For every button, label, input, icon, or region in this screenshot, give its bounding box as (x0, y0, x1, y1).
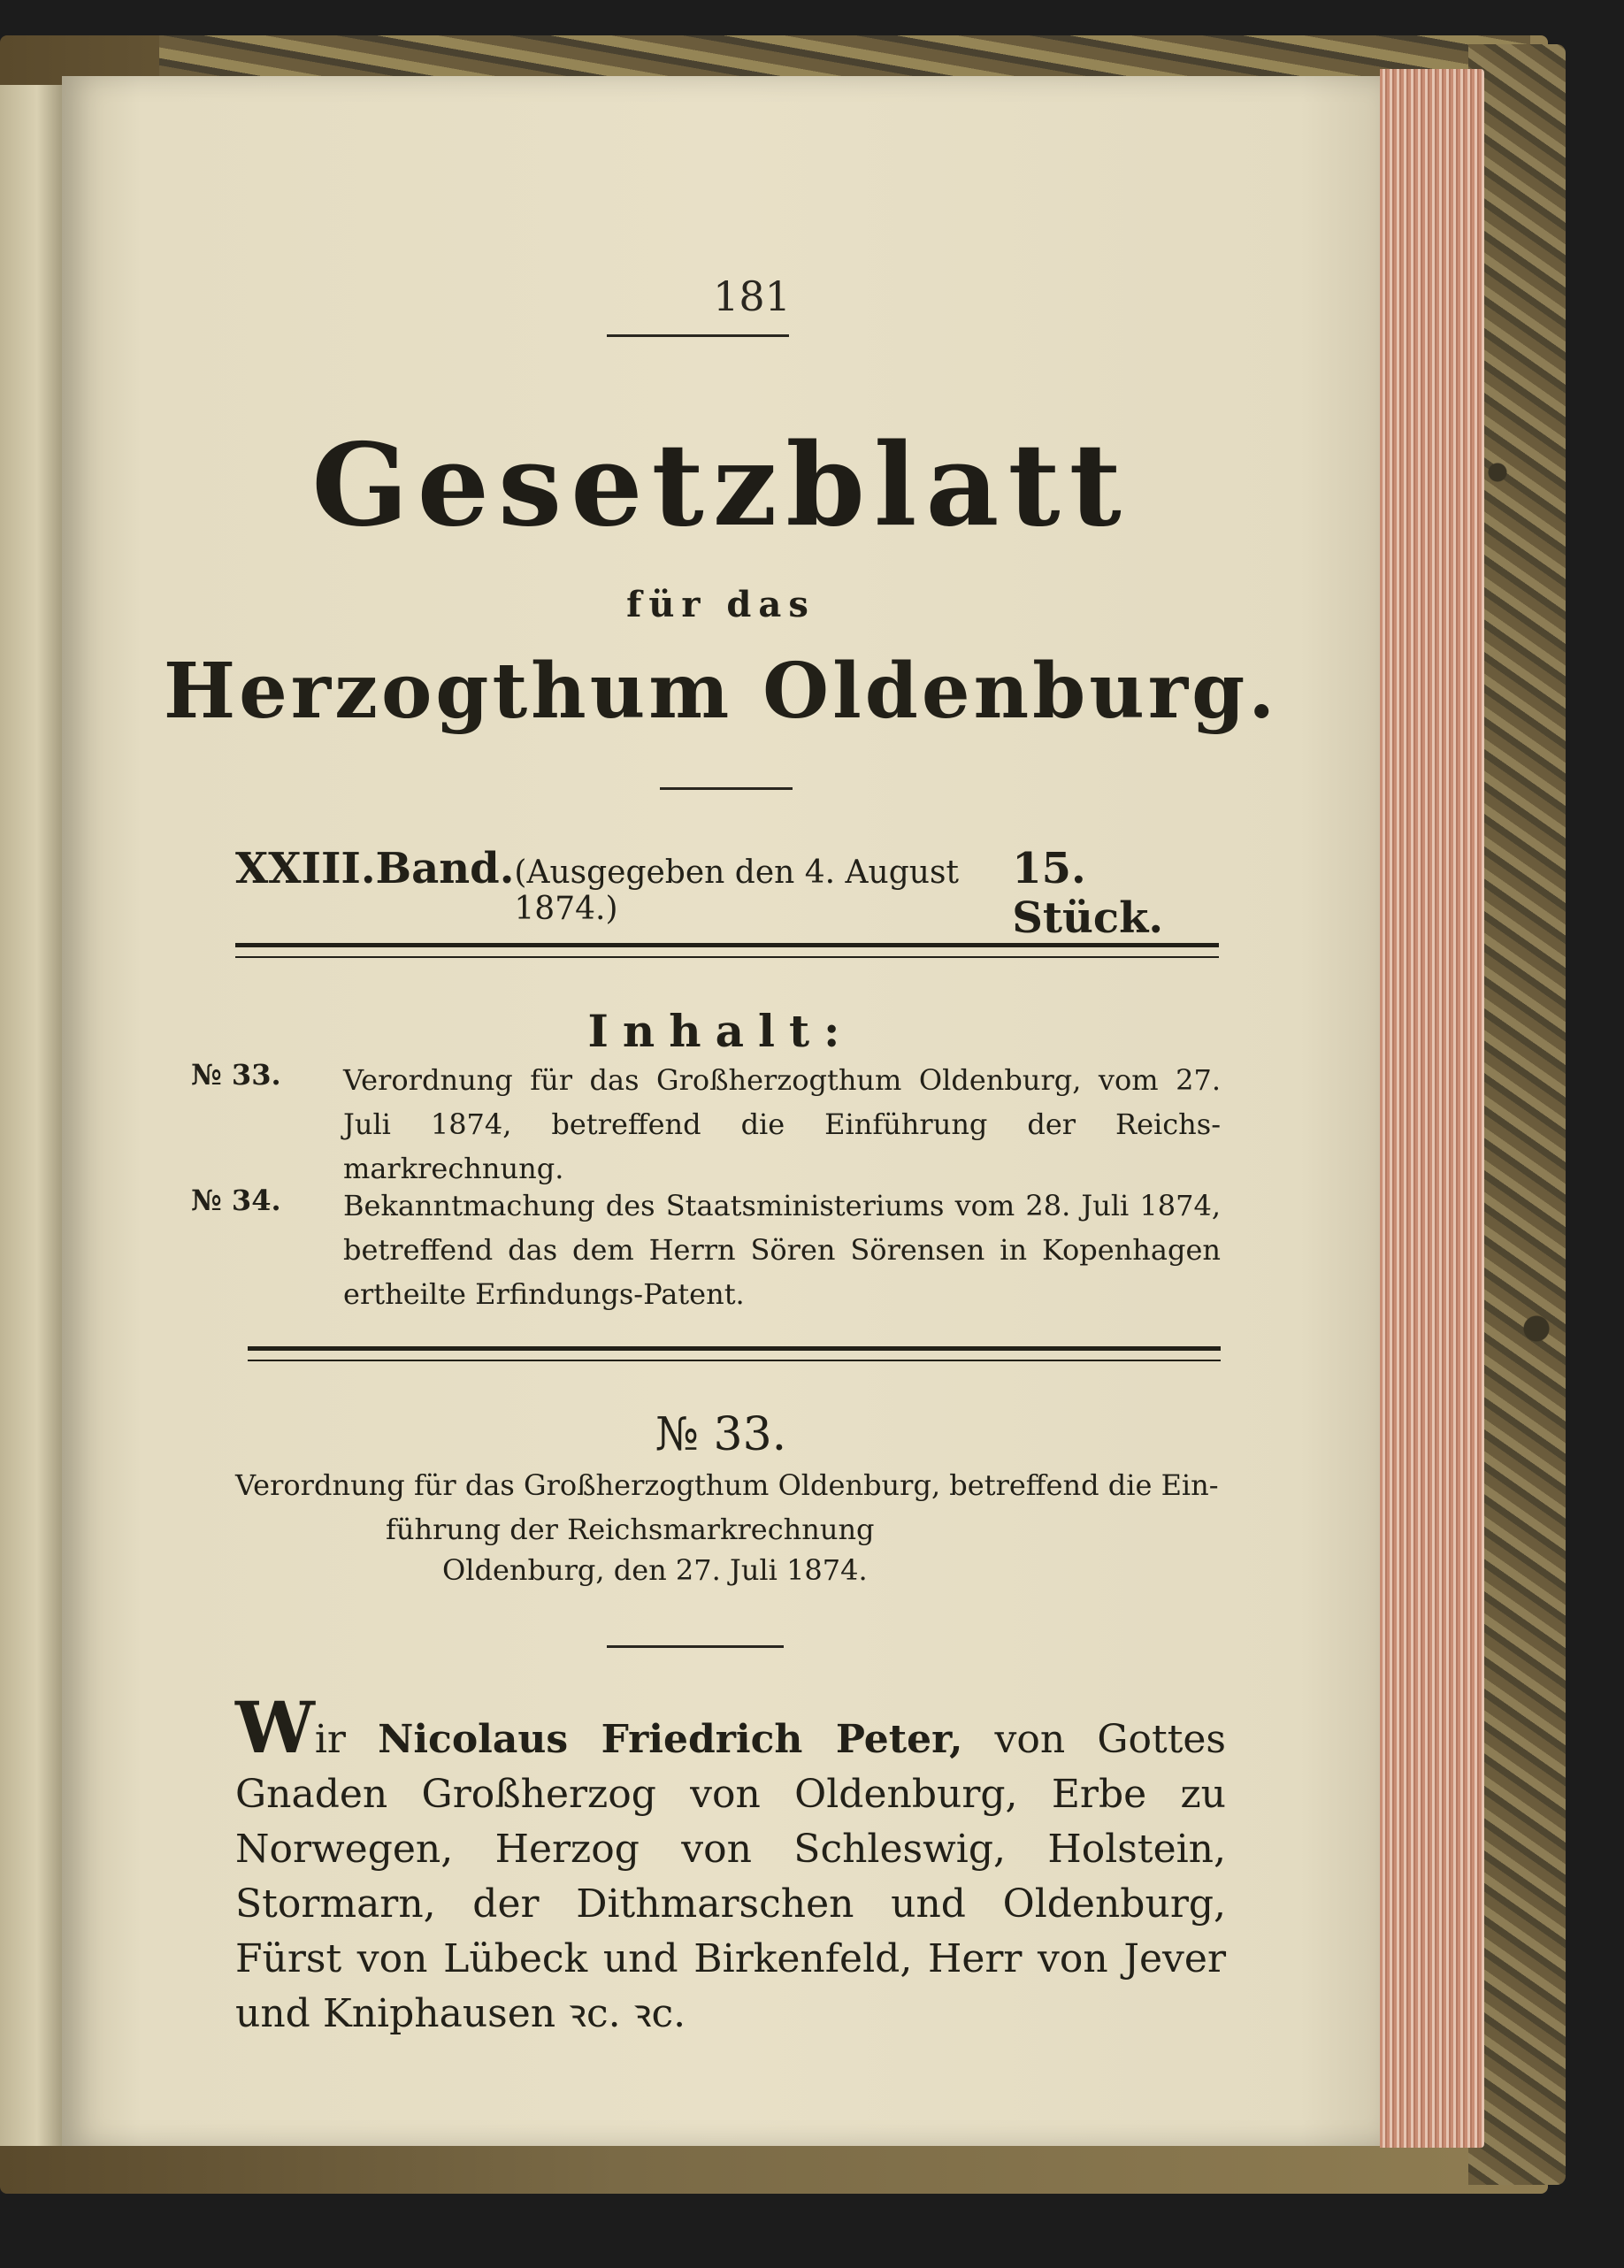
section-number: № 33. (655, 1408, 787, 1461)
contents-heading: Inhalt: (587, 1005, 854, 1057)
issue-volume: XXIII.Band. (235, 844, 515, 893)
section-title-line2: führung der Reichsmarkrechnung (386, 1513, 875, 1546)
page-subtitle: für das (626, 584, 816, 625)
page-number-rule (607, 334, 789, 337)
page-number: 181 (713, 272, 791, 320)
book-cover-top-edge (159, 35, 1530, 78)
issue-number: 15. Stück. (1012, 844, 1164, 943)
toc-entry-text: Verordnung für das Großherzogthum Oldenburg, vom 27. Juli 1874, betreffend die Einführung der Reichs- markrechnung. (343, 1063, 1221, 1185)
body-dropcap: W (235, 1686, 315, 1769)
issue-date: (Ausgegeben den 4. August 1874.) (514, 854, 959, 927)
header-double-rule (235, 943, 1219, 958)
contents-double-rule (248, 1346, 1221, 1361)
issue-line (235, 844, 1226, 943)
section-title (235, 1463, 1226, 1552)
page-edges (1380, 69, 1484, 2148)
body-sovereign-name: Nicolaus Friedrich Peter, (378, 1717, 963, 1762)
left-page-edge (0, 85, 62, 2146)
section-place-date: Oldenburg, den 27. Juli 1874. (442, 1553, 868, 1587)
body-paragraph (235, 1686, 1227, 2042)
title-rule (660, 787, 793, 790)
body-dropcap-rest: ir (314, 1717, 379, 1762)
document-page (62, 76, 1380, 2146)
body-text: von Gottes Gnaden Großherzog von Oldenburg, Erbe zu Norwegen, Herzog von Schleswig, Holstein, Stormarn, der Dithmarschen und Oldenburg, Fürst von Lübeck und Birkenfeld, Herr von Jever und Kniphausen ꝛc. ꝛc. (235, 1717, 1227, 2036)
toc-entry (191, 1058, 1221, 1191)
section-title-line1: Verordnung für das Großherzogthum Oldenburg, betreffend die Ein- (235, 1468, 1219, 1502)
toc-entry (191, 1184, 1221, 1316)
page-title-territory: Herzogthum Oldenburg. (163, 647, 1279, 736)
toc-entry-number: № 34. (191, 1184, 281, 1217)
toc-entry-text: Bekanntmachung des Staatsministeriums vom 28. Juli 1874, betreffend das dem Herrn Sören Sörensen in Kopenhagen ertheilte Erfindungs-Patent. (343, 1189, 1221, 1311)
section-rule (607, 1645, 784, 1648)
toc-entry-number: № 33. (191, 1058, 281, 1092)
page-title: Gesetzblatt (311, 419, 1130, 552)
